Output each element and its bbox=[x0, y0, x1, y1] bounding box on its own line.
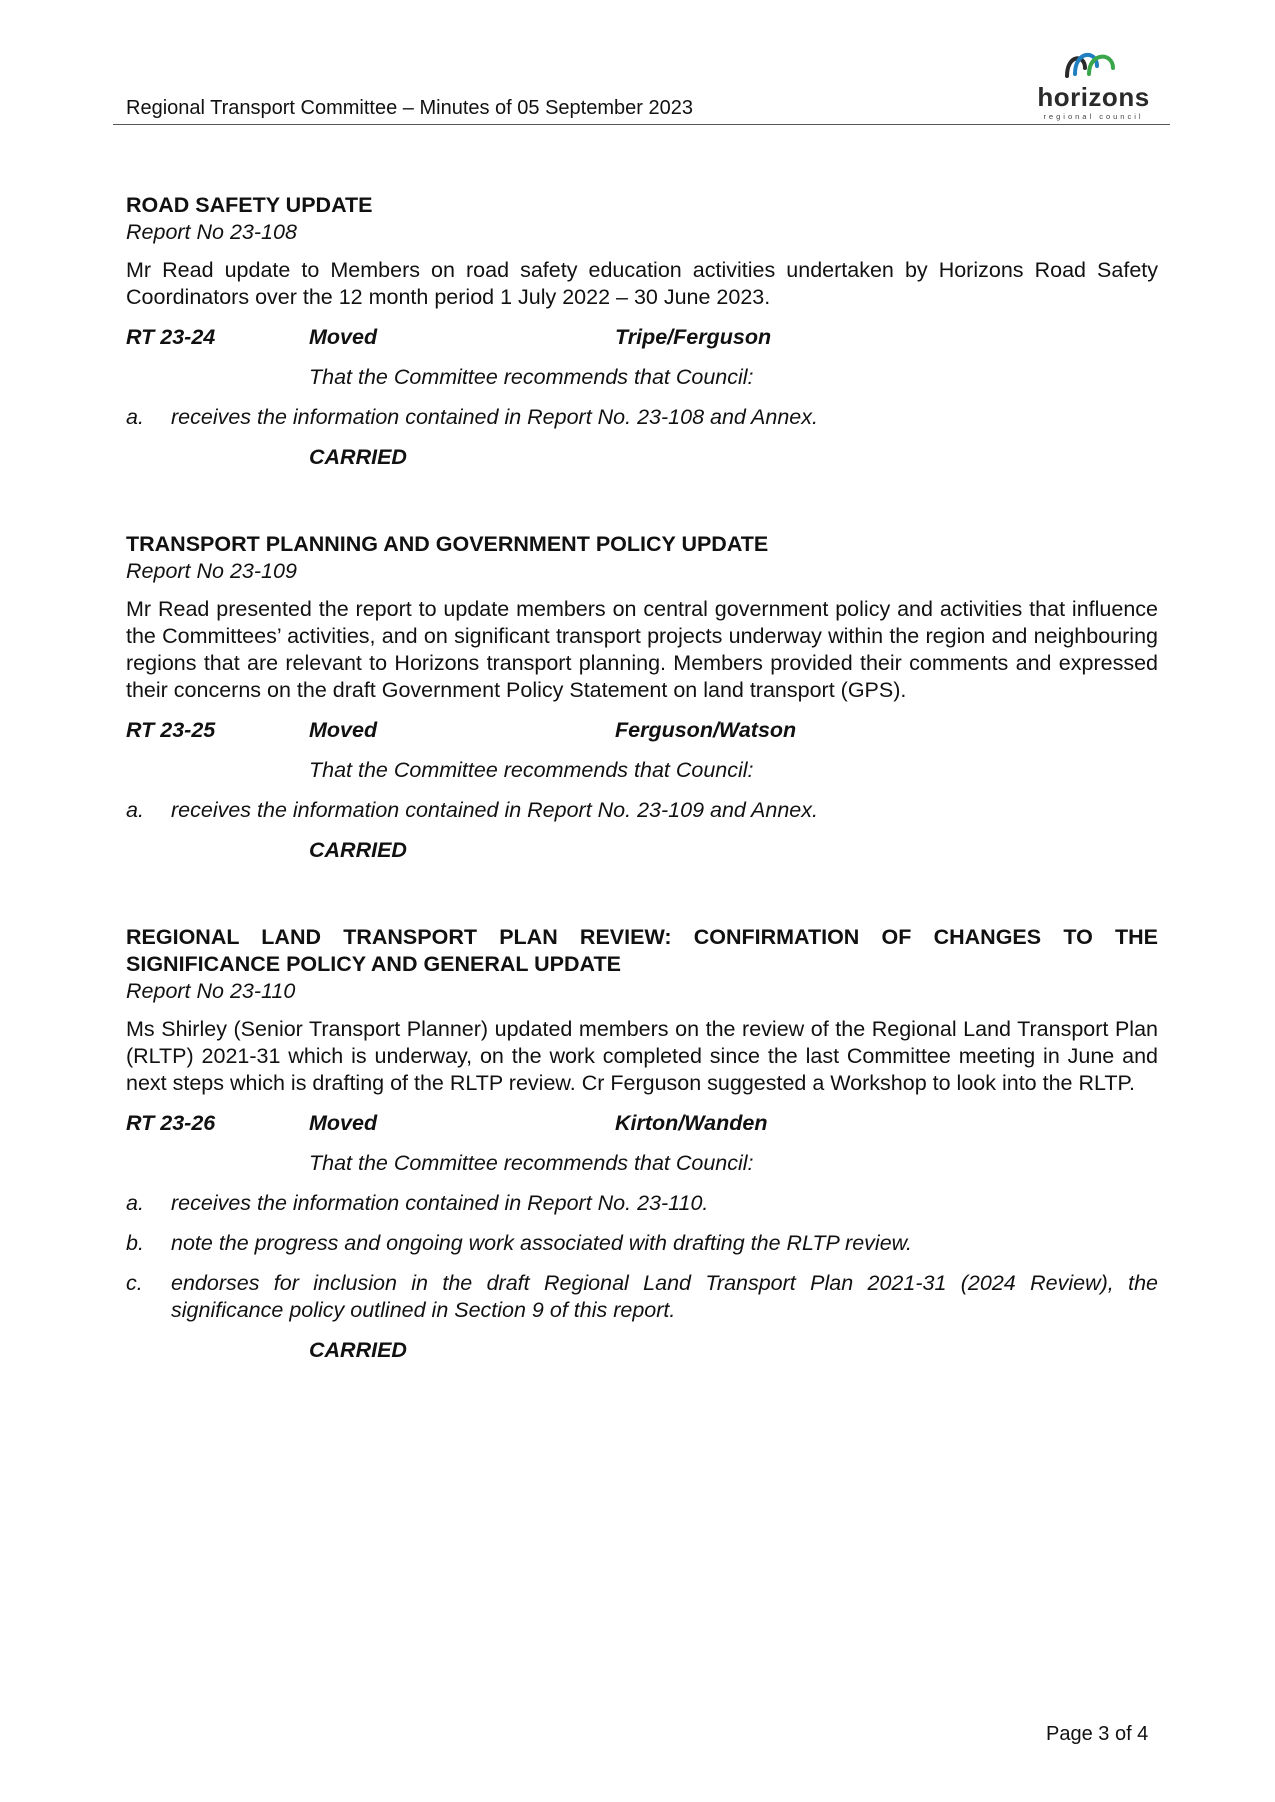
item-text: endorses for inclusion in the draft Regional Land Transport Plan 2021-31 (2024 Review), the significance policy outlined in Section 9 of this report. bbox=[171, 1271, 1158, 1322]
item-text: receives the information contained in Report No. 23-109 and Annex. bbox=[171, 798, 818, 822]
resolution-text: That the Committee recommends that Council: bbox=[309, 365, 754, 389]
resolution-text: That the Committee recommends that Council: bbox=[309, 758, 754, 782]
item-text: note the progress and ongoing work associated with drafting the RLTP review. bbox=[171, 1231, 912, 1255]
motion-movers: Tripe/Ferguson bbox=[615, 325, 772, 349]
report-number: Report No 23-110 bbox=[126, 979, 296, 1003]
resolution-item bbox=[126, 404, 1158, 431]
logo-subtitle: regional council bbox=[1043, 112, 1144, 121]
page-header bbox=[113, 44, 1170, 126]
resolution-items bbox=[126, 404, 1158, 431]
item-text: receives the information contained in Report No. 23-108 and Annex. bbox=[171, 405, 818, 429]
moved-label: Moved bbox=[309, 718, 378, 742]
section-transport-planning bbox=[126, 531, 1158, 864]
item-letter: a. bbox=[126, 798, 144, 822]
moved-label: Moved bbox=[309, 1111, 378, 1135]
header-divider bbox=[113, 124, 1170, 125]
moved-label: Moved bbox=[309, 325, 378, 349]
motion-row bbox=[126, 717, 1158, 744]
report-number: Report No 23-108 bbox=[126, 220, 297, 244]
section-heading: REGIONAL LAND TRANSPORT PLAN REVIEW: CONFIRMATION OF CHANGES TO THE SIGNIFICANCE POLICY AND GENERAL UPDATE bbox=[126, 925, 1158, 976]
section-road-safety bbox=[126, 192, 1158, 471]
item-letter: c. bbox=[126, 1271, 143, 1295]
section-heading: ROAD SAFETY UPDATE bbox=[126, 193, 373, 217]
resolution-item bbox=[126, 797, 1158, 824]
report-number: Report No 23-109 bbox=[126, 559, 297, 583]
item-text: receives the information contained in Report No. 23-110. bbox=[171, 1191, 709, 1215]
resolution-item bbox=[126, 1190, 1158, 1217]
motion-number: RT 23-26 bbox=[126, 1111, 216, 1135]
resolution-items bbox=[126, 1190, 1158, 1324]
section-paragraph: Mr Read update to Members on road safety education activities undertaken by Horizons Road Safety Coordinators over the 12 month period 1 July 2022 – 30 June 2023. bbox=[126, 258, 1158, 309]
motion-number: RT 23-25 bbox=[126, 718, 216, 742]
minutes-content bbox=[126, 192, 1158, 1424]
horizons-waves-logo-icon bbox=[1063, 44, 1119, 80]
motion-row bbox=[126, 1110, 1158, 1137]
outcome-carried: CARRIED bbox=[309, 1338, 407, 1362]
page-number: Page 3 of 4 bbox=[1046, 1723, 1149, 1745]
motion-movers: Ferguson/Watson bbox=[615, 718, 797, 742]
section-rltp-review bbox=[126, 924, 1158, 1364]
motion-number: RT 23-24 bbox=[126, 325, 216, 349]
motion-row bbox=[126, 324, 1158, 351]
resolution-item bbox=[126, 1230, 1158, 1257]
section-paragraph: Mr Read presented the report to update members on central government policy and activities that influence the Committees’ activities, and on significant transport projects underway within the region and neighbouring regions that are relevant to Horizons transport planning. Members provided their comments and expressed their concerns on the draft Government Policy Statement on land transport (GPS). bbox=[126, 597, 1158, 702]
logo-wordmark: horizons bbox=[1037, 82, 1150, 112]
item-letter: b. bbox=[126, 1231, 144, 1255]
item-letter: a. bbox=[126, 1191, 144, 1215]
section-paragraph: Ms Shirley (Senior Transport Planner) updated members on the review of the Regional Land Transport Plan (RLTP) 2021-31 which is underway, on the work completed since the last Committee meeting in June and next steps which is drafting of the RLTP review. Cr Ferguson suggested a Workshop to look into the RLTP. bbox=[126, 1017, 1158, 1095]
resolution-item bbox=[126, 1270, 1158, 1324]
section-heading: TRANSPORT PLANNING AND GOVERNMENT POLICY UPDATE bbox=[126, 532, 769, 556]
header-title: Regional Transport Committee – Minutes of 05 September 2023 bbox=[126, 97, 693, 119]
outcome-carried: CARRIED bbox=[309, 445, 407, 469]
outcome-carried: CARRIED bbox=[309, 838, 407, 862]
resolution-items bbox=[126, 797, 1158, 824]
item-letter: a. bbox=[126, 405, 144, 429]
resolution-text: That the Committee recommends that Council: bbox=[309, 1151, 754, 1175]
horizons-logo bbox=[1031, 44, 1156, 124]
motion-movers: Kirton/Wanden bbox=[615, 1111, 768, 1135]
